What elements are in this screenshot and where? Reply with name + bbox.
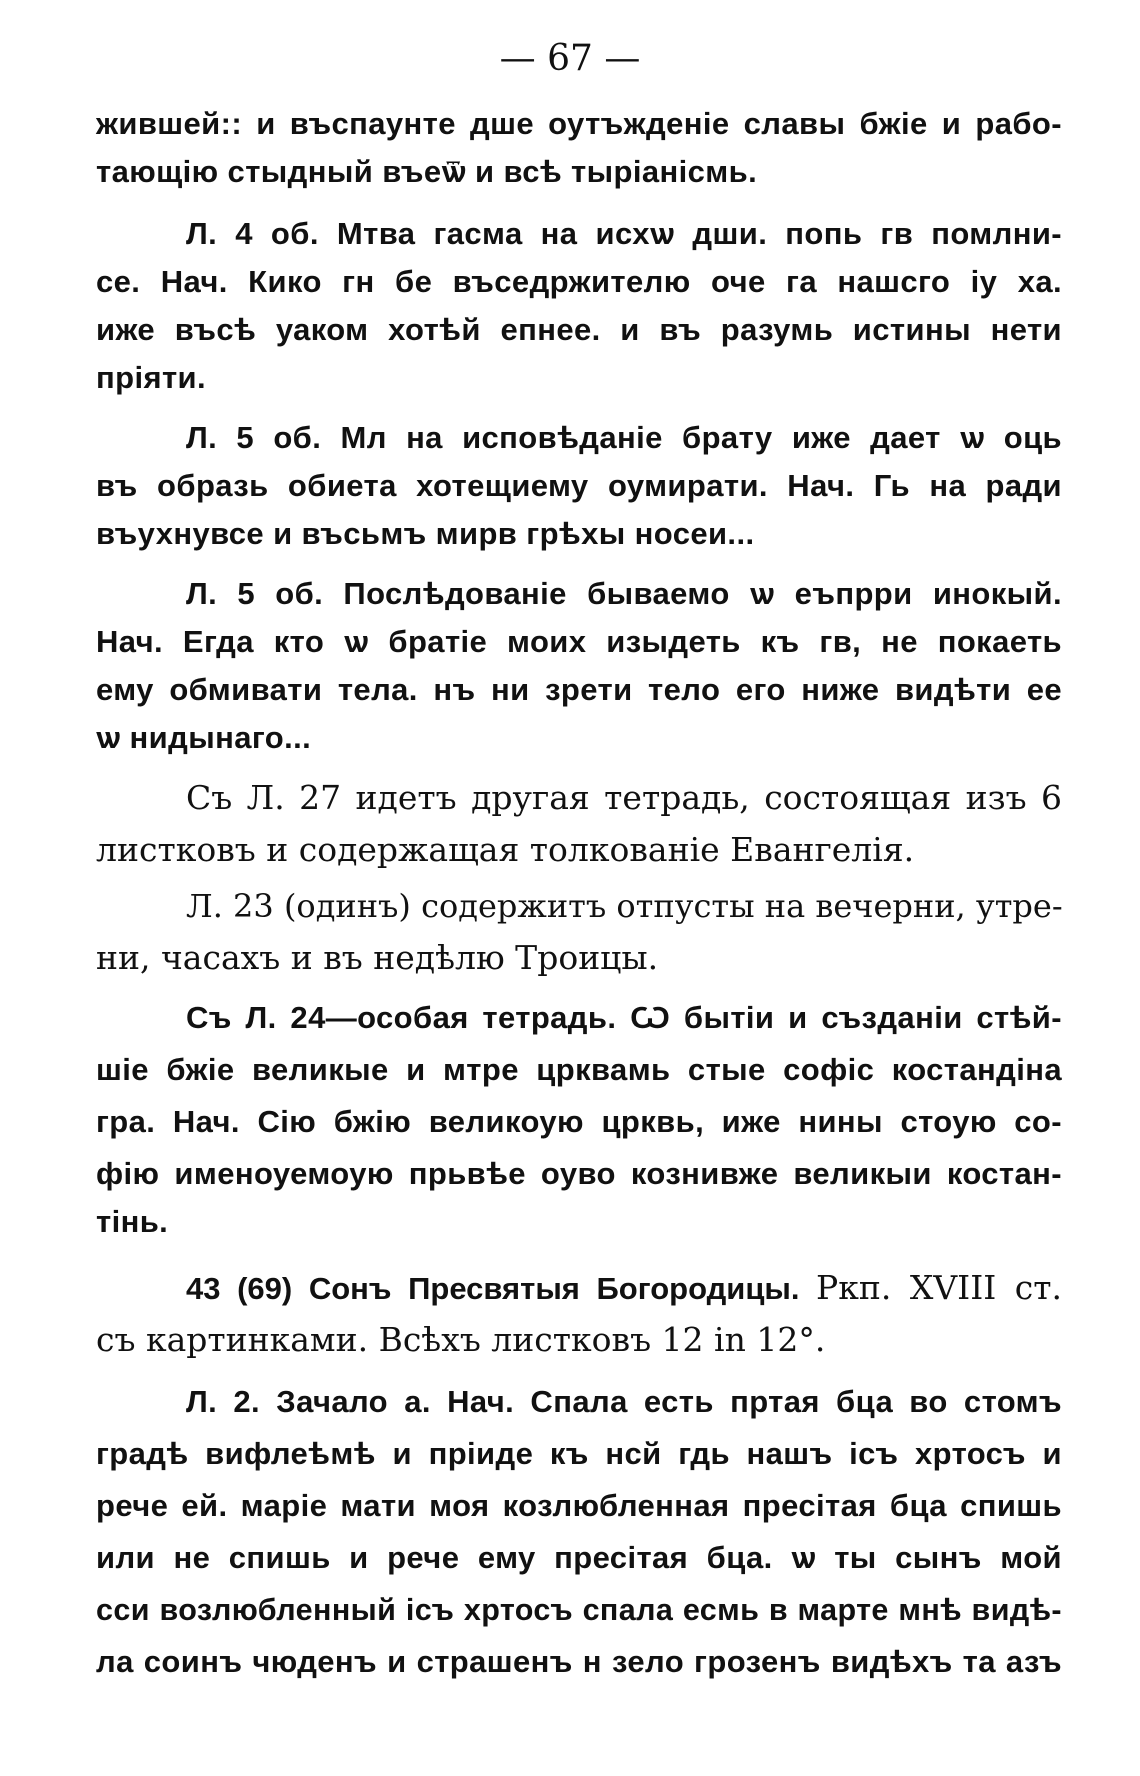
text-line: или не спишь и рече ему пресітая бца. ѡ ты сынъ мой [96,1540,1062,1575]
text-line: Л. 4 об. Мтва гасма на исхѡ дши. попь гв помлни- [186,216,1062,251]
page-number: — 67 — [499,38,641,79]
text-line: пріяти. [96,360,207,395]
text-line: жившей:: и въспаунте дше оутъжденіе славы бжіе и рабо- [96,106,1062,141]
text-line: сси возлюбленный ісъ хртосъ спала есмь в марте мнѣ видѣ- [96,1593,1062,1627]
text-line: се. Нач. Кико гн бе въседржителю оче га нашсго іу ха. [96,264,1062,299]
text-line: съ картинками. Всѣхъ листковъ 12 in 12°. [96,1320,826,1359]
text-line: ни, часахъ и въ недѣлю Троицы. [96,938,659,977]
text-line: въ образь обиета хотещиему оумирати. Нач. Гь на ради [96,468,1062,503]
text-line: шіе бжіе великые и мтре црквамь стые софіс костандіна [96,1052,1062,1087]
entry-date: Ркп. XVIII ст. [816,1268,1063,1307]
text-line: тающію стыдный въеѿ и всѣ тыріанісмь. [96,154,758,189]
text-line: Л. 23 (одинъ) содержитъ отпусты на вечерни, утре- [186,887,1063,925]
text-line: въухнувсе и въсьмъ мирв грѣхы носеи... [96,516,755,551]
text-line: Нач. Егда кто ѡ братіе моих изыдеть къ гв, не покаеть [96,624,1062,659]
entry-title: 43 (69) Сонъ Пресвятыя Богородицы. [186,1271,800,1306]
text-line: Л. 5 об. Послѣдованіе бываемо ѡ еъпрри инокый. [186,576,1062,611]
text-line: Л. 5 об. Мл на исповѣданіе брату иже дает ѡ оць [186,420,1062,455]
text-line: иже въсѣ уаком хотѣй епнеe. и въ разумь истины нети [96,312,1062,347]
text-line: Съ Л. 27 идетъ другая тетрадь, состоящая изъ 6 [186,778,1062,817]
text-line: листковъ и содержащая толкованіе Евангелія. [96,830,915,869]
text-line: градѣ вифлеѣмѣ и пріиде къ нсй гдь нашъ ісъ хртосъ и [96,1436,1062,1471]
text-line: ла соинъ чюденъ и страшенъ н зело грозенъ видѣхъ та азъ [96,1644,1062,1679]
text-line: гра. Нач. Сію бжію великоую црквь, иже нины стоую со- [96,1104,1062,1139]
text-line: ему обмивати тела. нъ ни зрети тело его ниже видѣти ее [96,672,1062,707]
text-line: Съ Л. 24—особая тетрадь. Ѡ бытіи и създаніи стѣй- [186,1000,1062,1035]
text-line: Л. 2. Зачало а. Нач. Спала есть пртая бца во стомъ [186,1384,1062,1419]
text-line: фію именоуемоую прьвѣе оуво кознивже великыи костан- [96,1156,1062,1191]
text-line: рече ей. маріе мати моя козлюбленная пресітая бца спишь [96,1488,1062,1523]
entry-heading [186,1262,1062,1314]
text-line: тінь. [96,1204,169,1239]
text-line: ѡ нидынаго... [96,720,312,755]
